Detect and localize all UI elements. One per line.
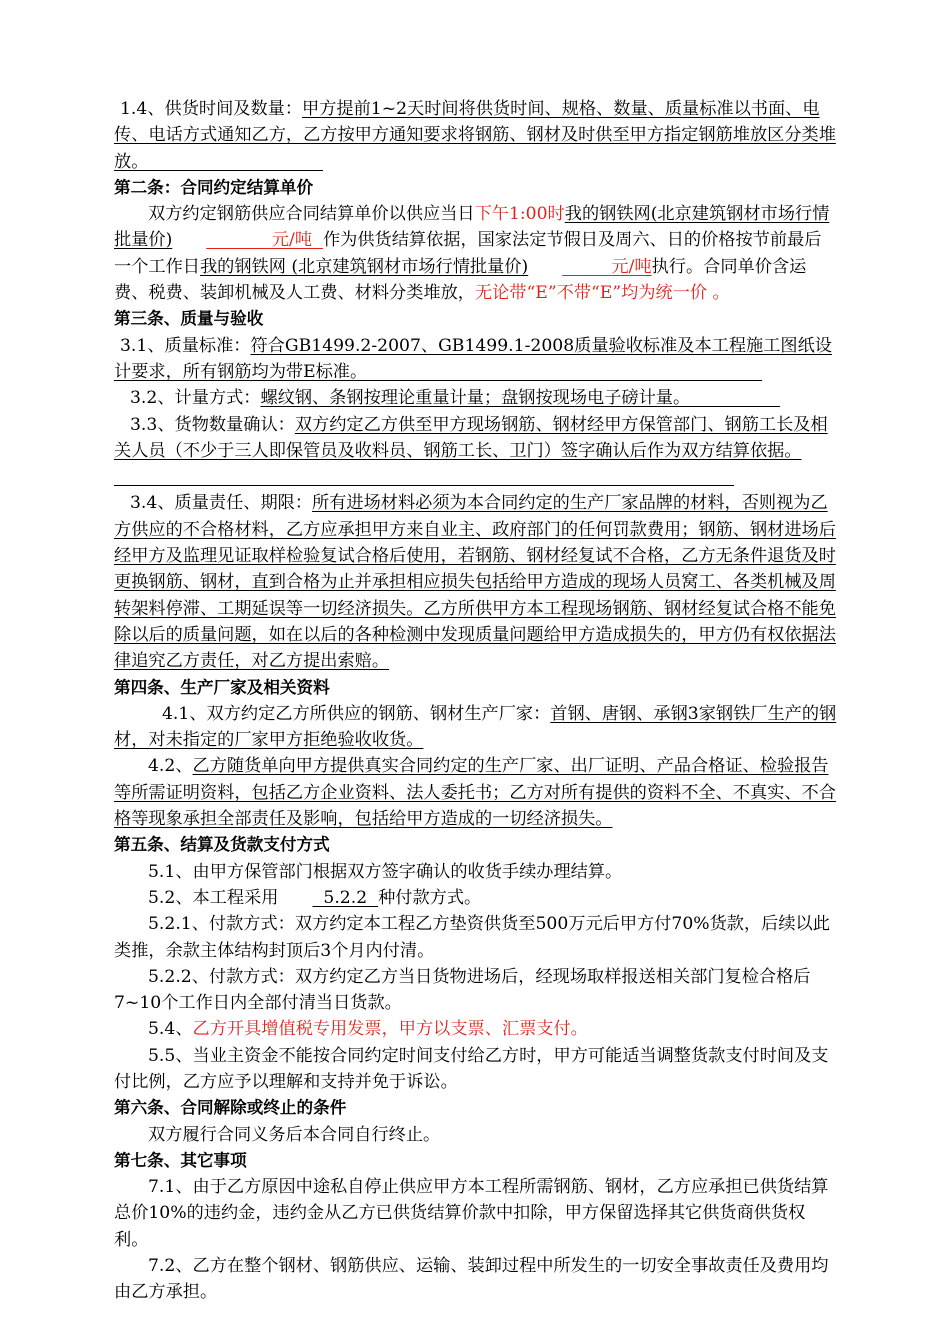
unit-price-blank (172, 227, 323, 253)
price-source: 我的钢铁网(北京建筑钢材市场行情批量价) (114, 204, 830, 251)
clause-7-2: 7.2、乙方在整个钢材、钢筋供应、运输、装卸过程中所发生的一切安全事故责任及费用均由乙方承担。 (114, 1256, 829, 1303)
clause-3-1-text: 符合GB1499.2-2007、GB1499.1-2008质量验收标准及本工程施工图纸设计要求，所有钢筋均为带E标准。 (114, 335, 832, 382)
clause-5-4 (114, 1016, 838, 1042)
clause-1-4-text: 甲方提前1~2天时间将供货时间、规格、数量、质量标准以书面、电传、电话方式通知乙方，乙方按甲方通知要求将钢筋、钢材及时供至甲方指定钢筋堆放区分类堆放。 (114, 99, 836, 172)
e-grade-note: 无论带“E”不带“E”均为统一价 。 (474, 283, 730, 304)
unit-price-unit-2: 元/吨 (611, 256, 652, 277)
clause-5-2-text-b: 种付款方式。 (378, 887, 482, 908)
invoice-note: 乙方开具增值税专用发票，甲方以支票、汇票支付。 (192, 1019, 588, 1040)
clause-3-4-text: 所有进场材料必须为本合同约定的生产厂家品牌的材料，否则视为乙方供应的不合格材料，乙方应承担甲方来自业主、政府部门的任何罚款费用；钢筋、钢材进场后经甲方及监理见证取样检验复试合格后使用，若钢筋、钢材经复试不合格，乙方无条件退货及时更换钢筋、钢材，直到合格为止并承担相应损失包括给甲方造成的现场人员窝工、各类机械及周转架料停滞、工期延误等一切经济损失。乙方所供甲方本工程现场钢筋、钢材经复试合格不能免除以后的质量问题，如在以后的各种检测中发现质量问题给甲方造成损失的，甲方仍有权依据法律追究乙方责任，对乙方提出索赔。 (114, 493, 836, 672)
article-4-heading: 第四条、生产厂家及相关资料 (114, 677, 330, 697)
clause-5-1: 5.1、由甲方保管部门根据双方签字确认的收货手续办理结算。 (148, 861, 623, 882)
clause-4-1-prefix: 4.1、双方约定乙方所供应的钢筋、钢材生产厂家： (162, 703, 551, 724)
settlement-time: 下午1:00时 (474, 204, 565, 225)
underline-fill (690, 388, 780, 407)
clause-4-2-text: 乙方随货单向甲方提供真实合同约定的生产厂家、出厂证明、产品合格证、检验报告等所需证明资料，包括乙方企业资料、法人委托书；乙方对所有提供的资料不全、不真实、不合格等现象承担全部责任及影响，包括给甲方造成的一切经济损失。 (114, 756, 836, 830)
clause-5-2-1: 5.2.1、付款方式：双方约定本工程乙方垫资供货至500万元后甲方付70%货款，后续以此类推，余款主体结构封顶后3个月内付清。 (114, 914, 830, 961)
clause-3-4 (114, 490, 838, 674)
unit-price-unit: 元/吨 (271, 230, 313, 251)
article-6-heading: 第六条、合同解除或终止的条件 (114, 1098, 347, 1118)
unit-price-blank-2 (528, 254, 651, 280)
clause-1-4-prefix: 1.4、供货时间及数量： (120, 99, 303, 119)
article-5-heading: 第五条、结算及货款支付方式 (114, 835, 330, 855)
clause-4-2 (114, 753, 838, 832)
clause-5-4-prefix: 5.4、 (148, 1019, 193, 1040)
clause-3-3 (114, 412, 838, 491)
clause-4-1 (114, 701, 838, 754)
art2-text-b: 作为供货结算依据，国家法定节假日及周六、日的价格按节前最后一个工作日 (114, 230, 822, 277)
clause-5-2 (114, 885, 838, 911)
clause-5-2-text-a: 5.2、本工程采用 (148, 887, 279, 908)
clause-3-1-prefix: 3.1、质量标准： (120, 335, 251, 356)
clause-3-3-prefix: 3.3、货物数量确认： (130, 414, 295, 435)
clause-3-2 (114, 385, 838, 411)
article-6-paragraph: 双方履行合同义务后本合同自行终止。 (148, 1124, 441, 1145)
price-source-2: 我的钢铁网 (北京建筑钢材市场行情批量价) (199, 256, 529, 277)
underline-fill (148, 152, 323, 171)
art2-text-a: 双方约定钢筋供应合同结算单价以供应当日 (148, 204, 475, 225)
article-2-paragraph (114, 201, 838, 306)
clause-3-1 (114, 333, 838, 386)
article-2-heading: 第二条：合同约定结算单价 (114, 177, 314, 197)
clause-5-5: 5.5、当业主资金不能按合同约定时间支付给乙方时，甲方可能适当调整货款支付时间及支付比例，乙方应予以理解和支持并免于诉讼。 (114, 1045, 829, 1092)
payment-method-blank (278, 885, 378, 911)
clause-3-4-prefix: 3.4、质量责任、期限： (130, 493, 313, 514)
clause-5-2-2: 5.2.2、付款方式：双方约定乙方当日货物进场后，经现场取样报送相关部门复检合格后7~10个工作日内全部付清当日货款。 (114, 966, 811, 1014)
clause-3-2-text: 螺纹钢、条钢按理论重量计量；盘钢按现场电子磅计量。 (260, 388, 691, 409)
payment-method-value: 5.2.2 (323, 887, 368, 908)
clause-4-2-prefix: 4.2、 (148, 756, 193, 777)
article-7-heading: 第七条、其它事项 (114, 1150, 247, 1170)
clause-7-1: 7.1、由于乙方原因中途私自停止供应甲方本工程所需钢筋、钢材，乙方应承担已供货结算总价10%的违约金，违约金从乙方已供货结算价款中扣除，甲方保留选择其它供货商供货权利。 (114, 1177, 829, 1250)
underline-fill (367, 362, 762, 381)
clause-3-2-prefix: 3.2、计量方式： (130, 388, 261, 409)
clause-1-4 (114, 96, 838, 175)
article-3-heading: 第三条、质量与验收 (114, 309, 264, 329)
art2-text-c: 执行。合同单价含运费、税费、装卸机械及人工费、材料分类堆放， (114, 256, 807, 304)
underline-fill (114, 467, 734, 486)
clause-3-3-text: 双方约定乙方供至甲方现场钢筋、钢材经甲方保管部门、钢筋工长及相关人员（不少于三人即保管员及收料员、钢筋工长、卫门）签字确认后作为双方结算依据。 (114, 414, 828, 461)
clause-4-1-text: 首钢、唐钢、承钢3家钢铁厂生产的钢材，对未指定的厂家甲方拒绝验收收货。 (114, 703, 837, 751)
